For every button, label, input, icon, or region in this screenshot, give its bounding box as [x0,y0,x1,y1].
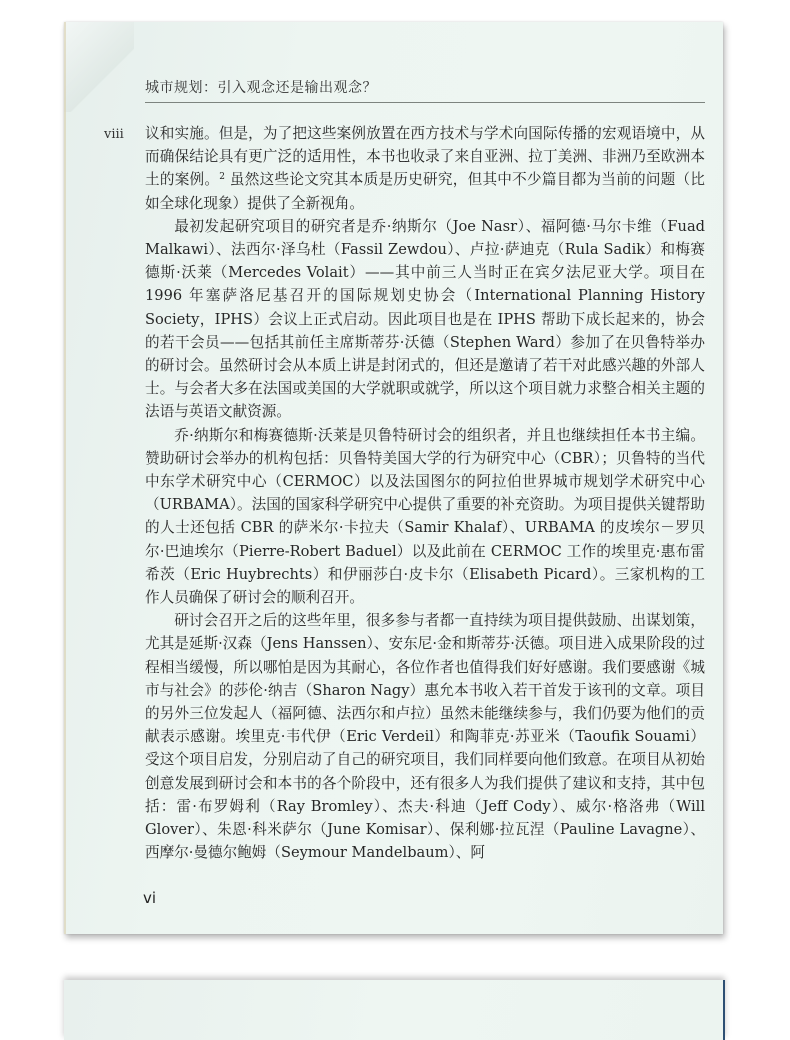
paragraph: 议和实施。但是，为了把这些案例放置在西方技术与学术向国际传播的宏观语境中，从而确保结论具有更广泛的适用性，本书也收录了来自亚洲、拉丁美洲、非洲乃至欧洲本土的案例。$^2$ 虽然这些论文究其本质是历史研究，但其中不少篇目都为当前的问题（比如全球化现象）提供了全新视角。 [145,125,705,212]
running-head: 城市规划：引入观念还是输出观念？ [145,80,377,96]
header-rule [145,102,705,103]
margin-page-number: viii [104,127,124,142]
paragraph: 最初发起研究项目的研究者是乔·纳斯尔（Joe Nasr）、福阿德·马尔卡维（Fuad Malkawi）、法西尔·泽乌杜（Fassil Zewdou）、卢拉·萨迪克（Rula Sadik）和梅赛德斯·沃莱（Mercedes Volait）——其中前三人当时正在宾夕法尼亚大学。项目在1996 年塞萨洛尼基召开的国际规划史协会（International Planning History Society，IPHS）会议上正式启动。因此项目也是在 IPHS 帮助下成长起来的，协会的若干会员——包括其前任主席斯蒂芬·沃德（Stephen Ward）参加了在贝鲁特举办的研讨会。虽然研讨会从本质上讲是封闭式的，但还是邀请了若干对此感兴趣的外部人士。与会者大多在法国或美国的大学就职或就学，所以这个项目就力求整合相关主题的法语与英语文献资源。 [145,217,705,421]
next-book-page [64,980,725,1040]
paragraph: 研讨会召开之后的这些年里，很多参与者都一直持续为项目提供鼓励、出谋划策，尤其是延斯·汉森（Jens Hanssen）、安东尼·金和斯蒂芬·沃德。项目进入成果阶段的过程相当缓慢，所以哪怕是因为其耐心，各位作者也值得我们好好感谢。我们要感谢《城市与社会》的莎伦·纳吉（Sharon Nagy）惠允本书收入若干首发于该刊的文章。项目的另外三位发起人（福阿德、法西尔和卢拉）虽然未能继续参与，我们仍要为他们的贡献表示感谢。埃里克·韦代伊（Eric Verdeil）和陶菲克·苏亚米（Taoufik Souami）受这个项目启发，分别启动了自己的研究项目，我们同样要向他们致意。在项目从初始创意发展到研讨会和本书的各个阶段中，还有很多人为我们提供了建议和支持，其中包括：雷·布罗姆利（Ray Bromley）、杰夫·科迪（Jeff Cody）、威尔·格洛弗（Will Glover）、朱恩·科米萨尔（June Komisar）、保利娜·拉瓦涅（Pauline Lavagne）、西摩尔·曼德尔鲍姆（Seymour Mandelbaum）、阿 [145,612,705,862]
footnote-ref: 2 [219,172,226,183]
book-page [64,22,723,934]
page-number: vi [143,889,157,907]
paragraph: 乔·纳斯尔和梅赛德斯·沃莱是贝鲁特研讨会的组织者，并且也继续担任本书主编。赞助研讨会举办的机构包括：贝鲁特美国大学的行为研究中心（CBR）；贝鲁特的当代中东学术研究中心（CERMOC）以及法国图尔的阿拉伯世界城市规划学术研究中心（URBAMA）。法国的国家科学研究中心提供了重要的补充资助。为项目提供关键帮助的人士还包括 CBR 的萨米尔·卡拉夫（Samir Khalaf）、URBAMA 的皮埃尔－罗贝尔·巴迪埃尔（Pierre-Robert Baduel）以及此前在 CERMOC 工作的埃里克·惠布雷希茨（Eric Huybrechts）和伊丽莎白·皮卡尔（Elisabeth Picard）。三家机构的工作人员确保了研讨会的顺利召开。 [145,426,705,607]
page-edge [64,22,66,934]
body-text [145,122,705,865]
